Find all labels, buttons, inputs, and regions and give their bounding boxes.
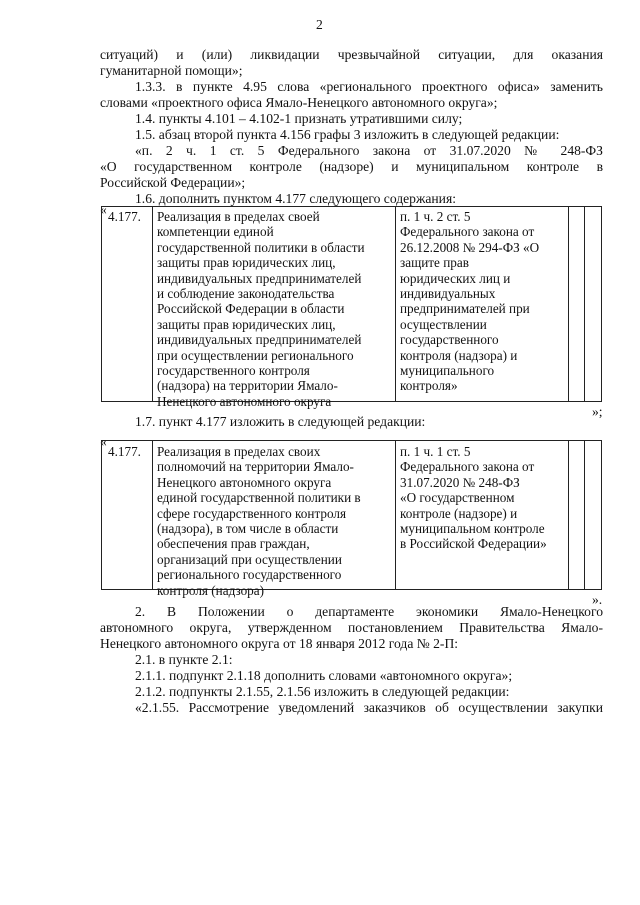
paragraph-line: 2.1.1. подпункт 2.1.18 дополнить словами «автономного округа»; <box>135 668 513 683</box>
table-cell-legal-basis: п. 1 ч. 1 ст. 5 Федерального закона от 31.07.2020 № 248-ФЗ «О государственном контроле (надзоре) и муниципальном контроле в Российской Федерации» <box>400 444 547 552</box>
paragraph-line: 1.4. пункты 4.101 – 4.102-1 признать утратившими силу; <box>135 111 463 126</box>
paragraph-line: «2.1.55. Рассмотрение уведомлений заказчиков об осуществлении закупки <box>135 700 603 715</box>
paragraph-line: 2.1.2. подпункты 2.1.55, 2.1.56 изложить в следующей редакции: <box>135 684 510 699</box>
table-2 <box>101 440 602 598</box>
paragraph-line: 1.6. дополнить пунктом 4.177 следующего содержания: <box>135 191 456 206</box>
table-cell-legal-basis: п. 1 ч. 2 ст. 5 Федерального закона от 26.12.2008 № 294-ФЗ «О защите прав юридических лиц и индивидуальных предпринимателей при осуществлении государственного контроля (надзора) и муниципального контроля» <box>400 209 540 394</box>
column-divider <box>568 207 569 401</box>
column-divider <box>584 207 585 401</box>
paragraph-line: 2.1. в пункте 2.1: <box>135 652 233 667</box>
paragraph-line: 1.5. абзац второй пункта 4.156 графы 3 изложить в следующей редакции: <box>135 127 560 142</box>
paragraph-line: 2. В Положении о департаменте экономики Ямало-Ненецкого <box>135 604 603 619</box>
paragraph-line: словами «проектного офиса Ямало-Ненецкого автономного округа»; <box>100 95 498 110</box>
table-row-number: 4.177. <box>108 444 141 459</box>
column-divider <box>568 441 569 589</box>
table-cell-description: Реализация в пределах своей компетенции единой государственной политики в области защиты прав юридических лиц, индивидуальных предпринимателей и соблюдение законодательства Российской Федерации в области защиты прав юридических лиц, индивидуальных предпринимателей при осуществлении регионального государственного контроля (надзора) на территории Ямало- Ненецкого автономного округа <box>157 209 365 409</box>
table-row-number: 4.177. <box>108 209 141 224</box>
open-quote: « <box>100 434 107 449</box>
paragraph-line: «п. 2 ч. 1 ст. 5 Федерального закона от 31.07.2020 № 248-ФЗ <box>135 143 603 158</box>
column-divider <box>395 207 396 401</box>
table-1 <box>101 206 602 409</box>
paragraph-line: гуманитарной помощи»; <box>100 63 243 78</box>
column-divider <box>584 441 585 589</box>
paragraph-line: ситуаций) и (или) ликвидации чрезвычайной ситуации, для оказания <box>100 47 603 62</box>
column-divider <box>152 207 153 401</box>
open-quote: « <box>100 202 107 217</box>
paragraph-line: Ненецкого автономного округа от 18 января 2012 года № 2-П: <box>100 636 459 651</box>
close-quote: ». <box>592 592 603 607</box>
paragraph-line: 1.3.3. в пункте 4.95 слова «регионального проектного офиса» заменить <box>135 79 603 94</box>
page-number: 2 <box>316 17 323 32</box>
paragraph-line: «О государственном контроле (надзоре) и муниципальном контроле в <box>100 159 603 174</box>
column-divider <box>152 441 153 589</box>
table-cell-description: Реализация в пределах своих полномочий на территории Ямало- Ненецкого автономного округа единой государственной политики в сфере государственного контроля (надзора), в том числе в области обеспечения прав граждан, организаций при осуществлении регионального государственного контроля (надзора) <box>157 444 361 598</box>
column-divider <box>395 441 396 589</box>
paragraph-line: 1.7. пункт 4.177 изложить в следующей редакции: <box>135 414 426 429</box>
close-quote: »; <box>592 404 603 419</box>
paragraph-line: Российской Федерации»; <box>100 175 246 190</box>
paragraph-line: автономного округа, утвержденном постановлением Правительства Ямало- <box>100 620 603 635</box>
